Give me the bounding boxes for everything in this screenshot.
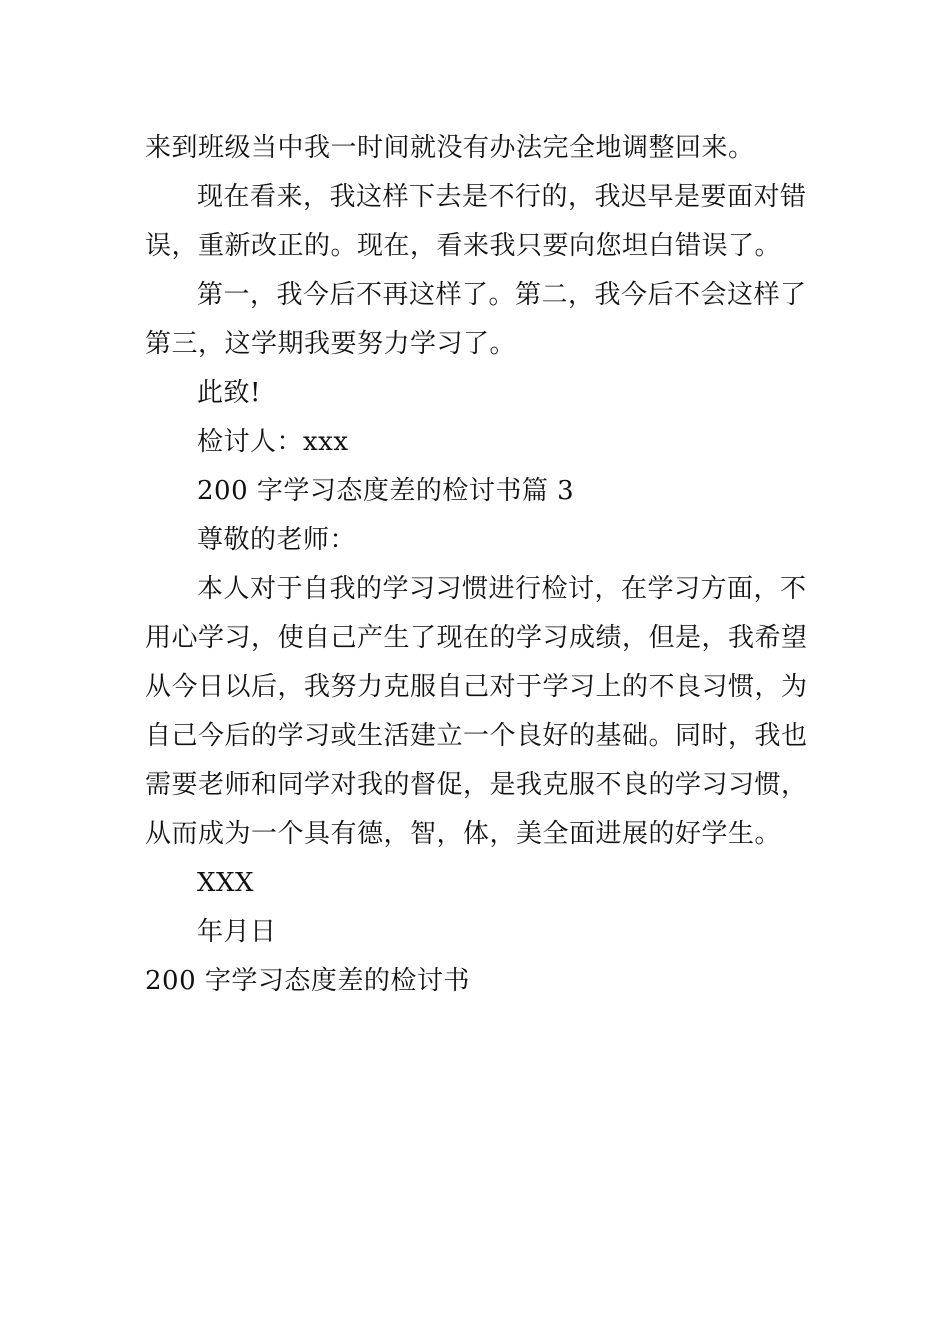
greeting-line: 尊敬的老师： <box>197 525 357 555</box>
document-body <box>145 124 810 1006</box>
text-line: 从今日以后，我努力克服自己对于学习上的不良习惯，为 <box>145 672 808 702</box>
text-line: 从而成为一个具有德，智，体，美全面进展的好学生。 <box>145 819 782 849</box>
closing-salutation: 此致! <box>197 378 261 408</box>
signature-line: 检讨人：xxx <box>197 427 349 457</box>
text-line: 本人对于自我的学习习惯进行检讨，在学习方面，不 <box>197 574 807 604</box>
text-line: 用心学习，使自己产生了现在的学习成绩，但是，我希望 <box>145 623 808 653</box>
text-line: 第三，这学期我要努力学习了。 <box>145 329 517 359</box>
text-line: 需要老师和同学对我的督促，是我克服不良的学习习惯， <box>145 770 808 800</box>
text-line: 来到班级当中我一时间就没有办法完全地调整回来。 <box>145 133 755 163</box>
section-heading: 200 字学习态度差的检讨书篇 3 <box>197 476 575 506</box>
text-line: 自己今后的学习或生活建立一个良好的基础。同时，我也 <box>145 721 808 751</box>
text-line: 第一，我今后不再这样了。第二，我今后不会这样了 <box>197 280 807 310</box>
date-line: 年月日 <box>197 917 277 947</box>
signature-name: XXX <box>197 868 255 898</box>
document-footer-title: 200 字学习态度差的检讨书 <box>145 966 470 996</box>
text-line: 现在看来，我这样下去是不行的，我迟早是要面对错 <box>197 182 807 212</box>
text-line: 误，重新改正的。现在，看来我只要向您坦白错误了。 <box>145 231 782 261</box>
